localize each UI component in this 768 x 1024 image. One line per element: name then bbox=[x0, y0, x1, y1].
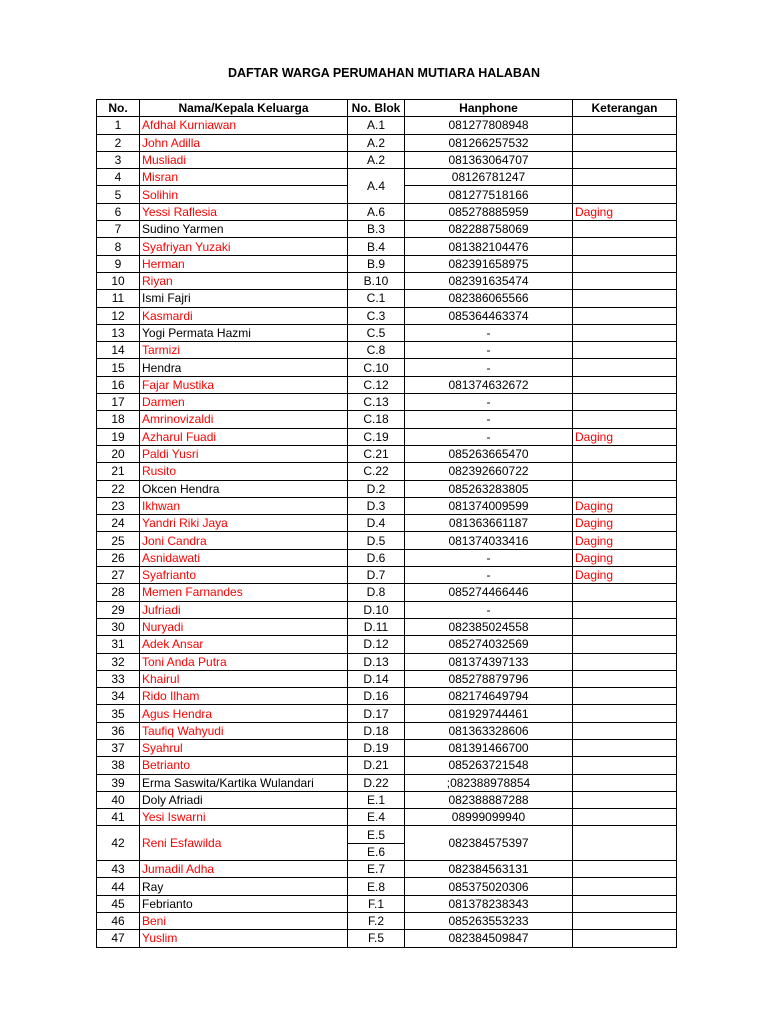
table-row bbox=[97, 532, 677, 549]
cell-blok: B.4 bbox=[348, 238, 405, 255]
cell-ket bbox=[573, 930, 677, 947]
cell-ket: Daging bbox=[573, 549, 677, 566]
cell-ket bbox=[573, 272, 677, 289]
cell-blok: D.4 bbox=[348, 515, 405, 532]
table-row bbox=[97, 826, 677, 843]
cell-hp: 08126781247 bbox=[405, 169, 573, 186]
cell-no: 30 bbox=[97, 618, 140, 635]
cell-blok: B.3 bbox=[348, 221, 405, 238]
cell-no: 46 bbox=[97, 912, 140, 929]
table-row bbox=[97, 878, 677, 895]
table-row bbox=[97, 497, 677, 514]
cell-blok: D.3 bbox=[348, 497, 405, 514]
cell-hp: 082392660722 bbox=[405, 463, 573, 480]
cell-blok: A.2 bbox=[348, 134, 405, 151]
table-row bbox=[97, 739, 677, 756]
cell-ket bbox=[573, 757, 677, 774]
table-row bbox=[97, 895, 677, 912]
cell-hp: 081378238343 bbox=[405, 895, 573, 912]
cell-no: 34 bbox=[97, 688, 140, 705]
cell-nama: Beni bbox=[140, 912, 348, 929]
cell-hp: 082388887288 bbox=[405, 791, 573, 808]
table-row bbox=[97, 584, 677, 601]
cell-nama: Darmen bbox=[140, 394, 348, 411]
cell-blok: D.18 bbox=[348, 722, 405, 739]
cell-no: 3 bbox=[97, 151, 140, 168]
table-row bbox=[97, 757, 677, 774]
cell-nama: Febrianto bbox=[140, 895, 348, 912]
table-row bbox=[97, 411, 677, 428]
cell-no: 26 bbox=[97, 549, 140, 566]
table-row bbox=[97, 774, 677, 791]
cell-ket bbox=[573, 151, 677, 168]
table-row bbox=[97, 653, 677, 670]
cell-blok: A.2 bbox=[348, 151, 405, 168]
cell-no: 21 bbox=[97, 463, 140, 480]
cell-nama: Misran bbox=[140, 169, 348, 186]
cell-nama: Riyan bbox=[140, 272, 348, 289]
cell-blok: D.6 bbox=[348, 549, 405, 566]
table-row bbox=[97, 567, 677, 584]
cell-blok: E.8 bbox=[348, 878, 405, 895]
cell-blok: D.8 bbox=[348, 584, 405, 601]
cell-blok: E.1 bbox=[348, 791, 405, 808]
cell-ket bbox=[573, 670, 677, 687]
cell-nama: Syafrianto bbox=[140, 567, 348, 584]
header-no: No. bbox=[97, 100, 140, 117]
cell-nama: Syafriyan Yuzaki bbox=[140, 238, 348, 255]
cell-hp: 081391466700 bbox=[405, 739, 573, 756]
cell-no: 29 bbox=[97, 601, 140, 618]
cell-nama: Azharul Fuadi bbox=[140, 428, 348, 445]
cell-nama: Musliadi bbox=[140, 151, 348, 168]
table-row bbox=[97, 861, 677, 878]
cell-nama: Doly Afriadi bbox=[140, 791, 348, 808]
cell-blok: B.9 bbox=[348, 255, 405, 272]
cell-hp: 081266257532 bbox=[405, 134, 573, 151]
table-row bbox=[97, 688, 677, 705]
table-row bbox=[97, 549, 677, 566]
cell-hp: - bbox=[405, 567, 573, 584]
cell-ket bbox=[573, 705, 677, 722]
cell-nama: Toni Anda Putra bbox=[140, 653, 348, 670]
cell-no: 6 bbox=[97, 203, 140, 220]
cell-ket bbox=[573, 290, 677, 307]
cell-ket bbox=[573, 359, 677, 376]
cell-ket bbox=[573, 394, 677, 411]
table-row bbox=[97, 618, 677, 635]
cell-ket: Daging bbox=[573, 567, 677, 584]
cell-nama: Fajar Mustika bbox=[140, 376, 348, 393]
cell-blok: E.6 bbox=[348, 843, 405, 860]
table-row bbox=[97, 791, 677, 808]
cell-no: 11 bbox=[97, 290, 140, 307]
cell-ket bbox=[573, 134, 677, 151]
cell-no: 27 bbox=[97, 567, 140, 584]
cell-ket bbox=[573, 895, 677, 912]
cell-no: 41 bbox=[97, 809, 140, 826]
cell-blok: C.10 bbox=[348, 359, 405, 376]
cell-ket bbox=[573, 722, 677, 739]
cell-blok: F.2 bbox=[348, 912, 405, 929]
cell-blok: C.3 bbox=[348, 307, 405, 324]
cell-nama: Taufiq Wahyudi bbox=[140, 722, 348, 739]
cell-hp: 085263665470 bbox=[405, 445, 573, 462]
table-row bbox=[97, 290, 677, 307]
cell-hp: 085278879796 bbox=[405, 670, 573, 687]
cell-hp: 081363328606 bbox=[405, 722, 573, 739]
cell-nama: Solihin bbox=[140, 186, 348, 203]
cell-blok: E.7 bbox=[348, 861, 405, 878]
cell-hp: 085274032569 bbox=[405, 636, 573, 653]
cell-blok: D.12 bbox=[348, 636, 405, 653]
header-nama: Nama/Kepala Keluarga bbox=[140, 100, 348, 117]
cell-hp: - bbox=[405, 359, 573, 376]
cell-nama: Afdhal Kurniawan bbox=[140, 117, 348, 134]
cell-nama: Yuslim bbox=[140, 930, 348, 947]
table-row bbox=[97, 151, 677, 168]
cell-hp: 081363064707 bbox=[405, 151, 573, 168]
cell-blok: E.5 bbox=[348, 826, 405, 843]
cell-hp: 081374397133 bbox=[405, 653, 573, 670]
cell-hp: - bbox=[405, 342, 573, 359]
cell-hp: 081277808948 bbox=[405, 117, 573, 134]
cell-no: 7 bbox=[97, 221, 140, 238]
cell-hp: 082386065566 bbox=[405, 290, 573, 307]
cell-nama: Adek Ansar bbox=[140, 636, 348, 653]
table-row bbox=[97, 930, 677, 947]
cell-blok: A.1 bbox=[348, 117, 405, 134]
cell-blok: D.2 bbox=[348, 480, 405, 497]
cell-ket: Daging bbox=[573, 203, 677, 220]
cell-blok: C.5 bbox=[348, 324, 405, 341]
cell-nama: Yogi Permata Hazmi bbox=[140, 324, 348, 341]
cell-ket bbox=[573, 809, 677, 826]
cell-hp: 085274466446 bbox=[405, 584, 573, 601]
cell-blok: C.8 bbox=[348, 342, 405, 359]
cell-ket bbox=[573, 342, 677, 359]
cell-no: 10 bbox=[97, 272, 140, 289]
cell-nama: Kasmardi bbox=[140, 307, 348, 324]
cell-hp: 082391658975 bbox=[405, 255, 573, 272]
cell-nama: Yandri Riki Jaya bbox=[140, 515, 348, 532]
header-blok: No. Blok bbox=[348, 100, 405, 117]
cell-ket: Daging bbox=[573, 428, 677, 445]
cell-blok: D.14 bbox=[348, 670, 405, 687]
cell-ket: Daging bbox=[573, 497, 677, 514]
resident-table bbox=[96, 99, 677, 948]
cell-hp: 085263553233 bbox=[405, 912, 573, 929]
table-row bbox=[97, 705, 677, 722]
cell-nama: Betrianto bbox=[140, 757, 348, 774]
cell-no: 45 bbox=[97, 895, 140, 912]
cell-no: 31 bbox=[97, 636, 140, 653]
cell-blok: D.21 bbox=[348, 757, 405, 774]
cell-no: 14 bbox=[97, 342, 140, 359]
cell-no: 47 bbox=[97, 930, 140, 947]
cell-ket bbox=[573, 688, 677, 705]
cell-nama: Ikhwan bbox=[140, 497, 348, 514]
cell-blok: D.13 bbox=[348, 653, 405, 670]
table-row bbox=[97, 670, 677, 687]
cell-hp: 082391635474 bbox=[405, 272, 573, 289]
cell-hp: 082174649794 bbox=[405, 688, 573, 705]
cell-no: 20 bbox=[97, 445, 140, 462]
table-row bbox=[97, 394, 677, 411]
cell-blok: E.4 bbox=[348, 809, 405, 826]
cell-ket bbox=[573, 445, 677, 462]
cell-nama: Erma Saswita/Kartika Wulandari bbox=[140, 774, 348, 791]
cell-nama: Okcen Hendra bbox=[140, 480, 348, 497]
cell-no: 23 bbox=[97, 497, 140, 514]
cell-hp: - bbox=[405, 324, 573, 341]
cell-ket bbox=[573, 238, 677, 255]
cell-hp: 085263283805 bbox=[405, 480, 573, 497]
cell-hp: 082384509847 bbox=[405, 930, 573, 947]
cell-blok: F.1 bbox=[348, 895, 405, 912]
cell-blok: C.22 bbox=[348, 463, 405, 480]
table-row bbox=[97, 722, 677, 739]
cell-hp: - bbox=[405, 411, 573, 428]
cell-nama: Jumadil Adha bbox=[140, 861, 348, 878]
cell-blok: C.19 bbox=[348, 428, 405, 445]
cell-nama: Herman bbox=[140, 255, 348, 272]
cell-no: 40 bbox=[97, 791, 140, 808]
cell-hp: - bbox=[405, 428, 573, 445]
table-row bbox=[97, 203, 677, 220]
cell-nama: Yesi Iswarni bbox=[140, 809, 348, 826]
cell-no: 8 bbox=[97, 238, 140, 255]
cell-hp: - bbox=[405, 394, 573, 411]
cell-ket bbox=[573, 584, 677, 601]
table-row bbox=[97, 480, 677, 497]
cell-ket bbox=[573, 411, 677, 428]
table-row bbox=[97, 428, 677, 445]
cell-blok: F.5 bbox=[348, 930, 405, 947]
table-row bbox=[97, 117, 677, 134]
cell-ket bbox=[573, 255, 677, 272]
cell-no: 5 bbox=[97, 186, 140, 203]
cell-no: 4 bbox=[97, 169, 140, 186]
cell-hp: 081929744461 bbox=[405, 705, 573, 722]
cell-nama: Rusito bbox=[140, 463, 348, 480]
cell-hp: 085375020306 bbox=[405, 878, 573, 895]
table-row bbox=[97, 376, 677, 393]
cell-no: 13 bbox=[97, 324, 140, 341]
table-row bbox=[97, 255, 677, 272]
cell-nama: Sudino Yarmen bbox=[140, 221, 348, 238]
cell-hp: 081277518166 bbox=[405, 186, 573, 203]
table-row bbox=[97, 515, 677, 532]
cell-blok: B.10 bbox=[348, 272, 405, 289]
cell-nama: Rido Ilham bbox=[140, 688, 348, 705]
cell-ket bbox=[573, 878, 677, 895]
cell-nama: Joni Candra bbox=[140, 532, 348, 549]
cell-hp: 081374009599 bbox=[405, 497, 573, 514]
cell-no: 19 bbox=[97, 428, 140, 445]
table-row bbox=[97, 221, 677, 238]
cell-ket bbox=[573, 861, 677, 878]
table-row bbox=[97, 238, 677, 255]
cell-nama: Asnidawati bbox=[140, 549, 348, 566]
cell-no: 37 bbox=[97, 739, 140, 756]
cell-blok: D.17 bbox=[348, 705, 405, 722]
cell-ket bbox=[573, 826, 677, 861]
table-row bbox=[97, 912, 677, 929]
cell-blok: D.7 bbox=[348, 567, 405, 584]
header-ket: Keterangan bbox=[573, 100, 677, 117]
cell-nama: Yessi Raflesia bbox=[140, 203, 348, 220]
cell-hp: - bbox=[405, 549, 573, 566]
cell-ket: Daging bbox=[573, 515, 677, 532]
page-title: DAFTAR WARGA PERUMAHAN MUTIARA HALABAN bbox=[227, 66, 540, 80]
cell-no: 28 bbox=[97, 584, 140, 601]
cell-no: 12 bbox=[97, 307, 140, 324]
cell-no: 25 bbox=[97, 532, 140, 549]
cell-no: 9 bbox=[97, 255, 140, 272]
cell-ket bbox=[573, 324, 677, 341]
cell-hp: 085263721548 bbox=[405, 757, 573, 774]
cell-hp: 081363661187 bbox=[405, 515, 573, 532]
table-row bbox=[97, 445, 677, 462]
table-row bbox=[97, 134, 677, 151]
cell-blok: D.16 bbox=[348, 688, 405, 705]
cell-hp: 082288758069 bbox=[405, 221, 573, 238]
cell-nama: John Adilla bbox=[140, 134, 348, 151]
cell-hp: 082385024558 bbox=[405, 618, 573, 635]
header-hp: Hanphone bbox=[405, 100, 573, 117]
cell-no: 32 bbox=[97, 653, 140, 670]
table-row bbox=[97, 272, 677, 289]
cell-nama: Hendra bbox=[140, 359, 348, 376]
cell-hp: 081374632672 bbox=[405, 376, 573, 393]
cell-ket bbox=[573, 791, 677, 808]
cell-blok: D.11 bbox=[348, 618, 405, 635]
cell-blok: A.6 bbox=[348, 203, 405, 220]
cell-ket bbox=[573, 307, 677, 324]
cell-ket bbox=[573, 169, 677, 186]
table-row bbox=[97, 307, 677, 324]
cell-hp: ;082388978854 bbox=[405, 774, 573, 791]
cell-no: 36 bbox=[97, 722, 140, 739]
cell-ket bbox=[573, 774, 677, 791]
cell-blok: C.12 bbox=[348, 376, 405, 393]
cell-nama: Tarmizi bbox=[140, 342, 348, 359]
cell-ket bbox=[573, 186, 677, 203]
table-row bbox=[97, 169, 677, 186]
cell-ket bbox=[573, 601, 677, 618]
cell-no: 42 bbox=[97, 826, 140, 861]
cell-hp: 08999099940 bbox=[405, 809, 573, 826]
cell-blok: C.18 bbox=[348, 411, 405, 428]
cell-blok: D.22 bbox=[348, 774, 405, 791]
table-row bbox=[97, 636, 677, 653]
cell-ket bbox=[573, 117, 677, 134]
cell-ket bbox=[573, 912, 677, 929]
cell-blok: A.4 bbox=[348, 169, 405, 204]
cell-no: 24 bbox=[97, 515, 140, 532]
cell-hp: 081374033416 bbox=[405, 532, 573, 549]
cell-no: 15 bbox=[97, 359, 140, 376]
table-body bbox=[97, 117, 677, 947]
cell-ket: Daging bbox=[573, 532, 677, 549]
cell-ket bbox=[573, 636, 677, 653]
cell-blok: C.1 bbox=[348, 290, 405, 307]
table-header-row bbox=[97, 100, 677, 117]
cell-blok: D.19 bbox=[348, 739, 405, 756]
table-row bbox=[97, 463, 677, 480]
cell-ket bbox=[573, 618, 677, 635]
cell-nama: Khairul bbox=[140, 670, 348, 687]
cell-no: 44 bbox=[97, 878, 140, 895]
cell-no: 17 bbox=[97, 394, 140, 411]
cell-no: 35 bbox=[97, 705, 140, 722]
cell-nama: Paldi Yusri bbox=[140, 445, 348, 462]
cell-nama: Ray bbox=[140, 878, 348, 895]
cell-ket bbox=[573, 376, 677, 393]
cell-no: 1 bbox=[97, 117, 140, 134]
cell-nama: Ismi Fajri bbox=[140, 290, 348, 307]
cell-nama: Memen Farnandes bbox=[140, 584, 348, 601]
cell-hp: 082384563131 bbox=[405, 861, 573, 878]
table-row bbox=[97, 324, 677, 341]
cell-ket bbox=[573, 653, 677, 670]
cell-ket bbox=[573, 463, 677, 480]
cell-hp: 081382104476 bbox=[405, 238, 573, 255]
cell-no: 16 bbox=[97, 376, 140, 393]
cell-ket bbox=[573, 480, 677, 497]
cell-blok: D.5 bbox=[348, 532, 405, 549]
table-row bbox=[97, 342, 677, 359]
cell-no: 38 bbox=[97, 757, 140, 774]
cell-blok: C.13 bbox=[348, 394, 405, 411]
cell-nama: Amrinovizaldi bbox=[140, 411, 348, 428]
cell-blok: D.10 bbox=[348, 601, 405, 618]
cell-no: 43 bbox=[97, 861, 140, 878]
cell-nama: Syahrul bbox=[140, 739, 348, 756]
table-row bbox=[97, 809, 677, 826]
cell-ket bbox=[573, 221, 677, 238]
cell-hp: 085364463374 bbox=[405, 307, 573, 324]
cell-blok: C.21 bbox=[348, 445, 405, 462]
cell-nama: Reni Esfawilda bbox=[140, 826, 348, 861]
table-row bbox=[97, 601, 677, 618]
cell-hp: 082384575397 bbox=[405, 826, 573, 861]
cell-hp: - bbox=[405, 601, 573, 618]
cell-nama: Nuryadi bbox=[140, 618, 348, 635]
cell-no: 18 bbox=[97, 411, 140, 428]
cell-hp: 085278885959 bbox=[405, 203, 573, 220]
cell-no: 22 bbox=[97, 480, 140, 497]
cell-ket bbox=[573, 739, 677, 756]
cell-no: 39 bbox=[97, 774, 140, 791]
table-row bbox=[97, 359, 677, 376]
cell-nama: Agus Hendra bbox=[140, 705, 348, 722]
cell-no: 33 bbox=[97, 670, 140, 687]
cell-no: 2 bbox=[97, 134, 140, 151]
cell-nama: Jufriadi bbox=[140, 601, 348, 618]
